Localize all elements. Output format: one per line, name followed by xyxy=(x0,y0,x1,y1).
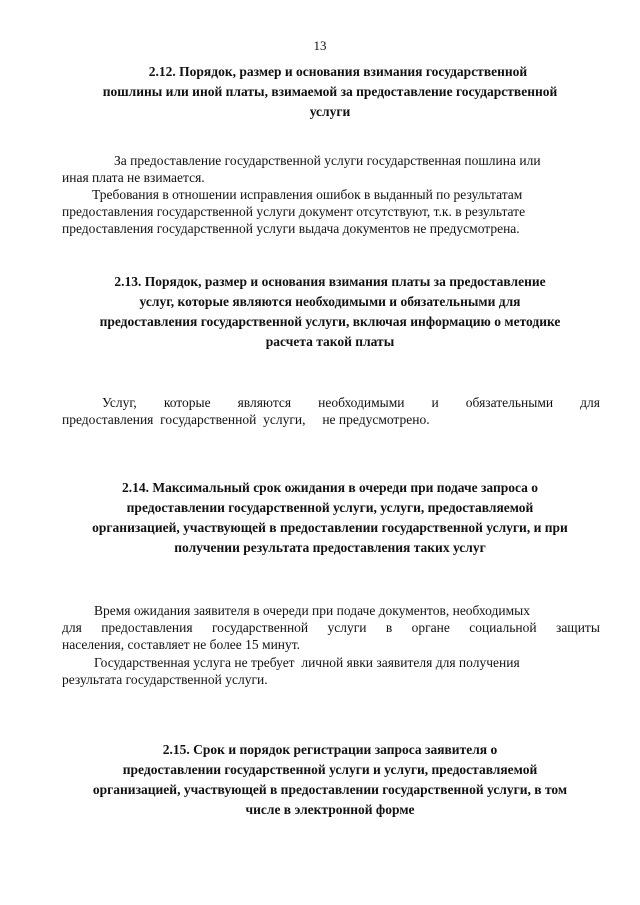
heading-line: расчета такой платы xyxy=(265,334,395,349)
paragraph-fee xyxy=(62,152,600,186)
paragraph-waiting-time xyxy=(62,602,600,653)
paragraph-line: За предоставление государственной услуги государственная пошлина или xyxy=(114,153,541,168)
page-number: 13 xyxy=(313,38,327,53)
heading-line: 2.12. Порядок, размер и основания взимания государственной xyxy=(148,64,528,79)
section-heading-2-13 xyxy=(60,272,600,352)
heading-line: числе в электронной форме xyxy=(245,802,415,817)
word: необходимыми xyxy=(318,395,405,410)
word: в xyxy=(385,620,393,635)
word: которые xyxy=(163,395,211,410)
heading-line: организацией, участвующей в предоставлении государственной услуги, и при xyxy=(92,520,568,535)
word: и xyxy=(431,395,439,410)
heading-line: предоставлении государственной услуги и услуги, предоставляемой xyxy=(122,762,538,777)
word: для xyxy=(580,395,600,410)
paragraph-line: населения, составляет не более 15 минут. xyxy=(62,637,301,652)
word: предоставления xyxy=(101,620,193,635)
heading-line: получении результата предоставления таких услуг xyxy=(174,540,486,555)
paragraph-line: Время ожидания заявителя в очереди при подаче документов, необходимых xyxy=(94,603,530,618)
paragraph-line: предоставления государственной услуги выдача документов не предусмотрена. xyxy=(62,221,520,236)
section-heading-2-12 xyxy=(60,62,600,122)
word: услуги xyxy=(327,620,367,635)
paragraph-corrections xyxy=(62,186,600,237)
heading-line: услуги xyxy=(309,104,351,119)
section-heading-2-15 xyxy=(60,740,600,820)
heading-line: 2.15. Срок и порядок регистрации запроса заявителя о xyxy=(162,742,498,757)
heading-line: предоставления государственной услуги, включая информацию о методике xyxy=(99,314,561,329)
word: государственной xyxy=(211,620,309,635)
paragraph-line xyxy=(62,619,600,636)
heading-line: 2.14. Максимальный срок ожидания в очереди при подаче запроса о xyxy=(121,480,539,495)
word: обязательными xyxy=(465,395,554,410)
paragraph-personal-visit xyxy=(62,654,600,688)
paragraph-line xyxy=(62,394,600,411)
heading-line: 2.13. Порядок, размер и основания взимания платы за предоставление xyxy=(114,274,546,289)
paragraph-line: Государственная услуга не требует личной явки заявителя для получения xyxy=(94,655,520,670)
word: защиты xyxy=(555,620,600,635)
word: социальной xyxy=(469,620,537,635)
paragraph-line: Требования в отношении исправления ошибок в выданный по результатам xyxy=(92,187,523,202)
heading-line: организацией, участвующей в предоставлении государственной услуги, в том xyxy=(92,782,568,797)
heading-line: услуг, которые являются необходимыми и обязательными для xyxy=(139,294,521,309)
section-heading-2-14 xyxy=(60,478,600,558)
paragraph-line: предоставления государственной услуги, не предусмотрено. xyxy=(62,412,430,427)
word: Услуг, xyxy=(102,395,137,410)
heading-line: предоставлении государственной услуги, услуги, предоставляемой xyxy=(126,500,534,515)
paragraph-line: предоставления государственной услуги документ отсутствуют, т.к. в результате xyxy=(62,204,526,219)
word: органе xyxy=(411,620,450,635)
word: для xyxy=(62,620,82,635)
paragraph-necessary-services xyxy=(62,394,600,428)
paragraph-line: результата государственной услуги. xyxy=(62,672,268,687)
paragraph-line: иная плата не взимается. xyxy=(62,170,205,185)
heading-line: пошлины или иной платы, взимаемой за предоставление государственной xyxy=(102,84,558,99)
word: являются xyxy=(237,395,292,410)
